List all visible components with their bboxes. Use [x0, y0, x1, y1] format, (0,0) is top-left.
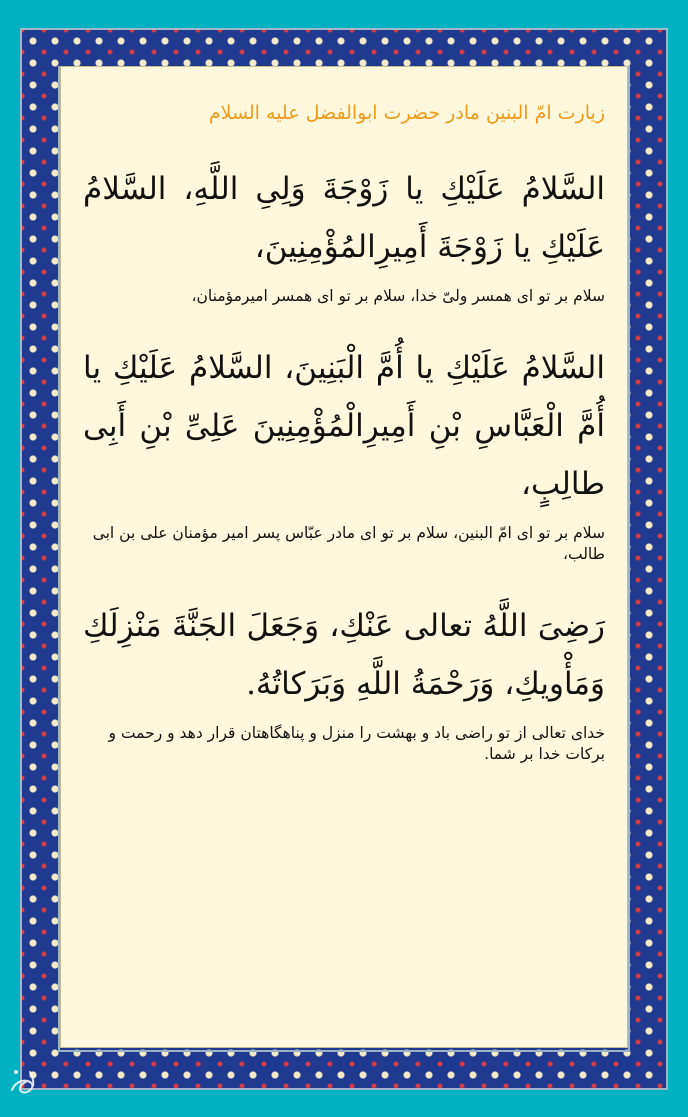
persian-translation-1: سلام بر تو ای همسر ولیّ خدا، سلام بر تو ای همسر امیرمؤمنان، — [191, 287, 605, 305]
content — [83, 97, 605, 797]
persian-translation-2: سلام بر تو ای امّ البنین، سلام بر تو ای مادر عبّاس پسر امیر مؤمنان علی بن ابی طالب، — [92, 524, 605, 563]
text-page — [60, 66, 628, 1048]
arabic-passage-1: السَّلامُ عَلَيْكِ يا زَوْجَةَ وَلِىِ اللَّهِ، السَّلامُ عَلَيْكِ يا زَوْجَةَ أَمِيرِالمُؤْمِنِينَ، — [83, 171, 605, 265]
persian-translation-3: خدای تعالی از تو راضی باد و بهشت را منزل و پناهگاهتان قرار دهد و رحمت و برکات خدا بر شما. — [108, 724, 605, 763]
page-title: زیارت امّ البنین مادر حضرت ابوالفضل علیه السلام — [208, 102, 605, 124]
arabic-passage-3: رَضِىَ اللَّهُ تعالى عَنْكِ، وَجَعَلَ الجَنَّةَ مَنْزِلَكِ وَمَأْويكِ، وَرَحْمَةُ اللَّهِ وَبَرَكاتُهُ. — [83, 608, 605, 702]
arabic-passage-2: السَّلامُ عَلَيْكِ يا أُمَّ الْبَنِينَ، السَّلامُ عَلَيْكِ يا أُمَّ الْعَبَّاسِ بْنِ أَمِيرِالْمُؤْمِنِينَ عَلِىِّ بْنِ أَبِى طالِبٍ، — [83, 350, 605, 502]
signature-logo-icon — [6, 1060, 40, 1100]
